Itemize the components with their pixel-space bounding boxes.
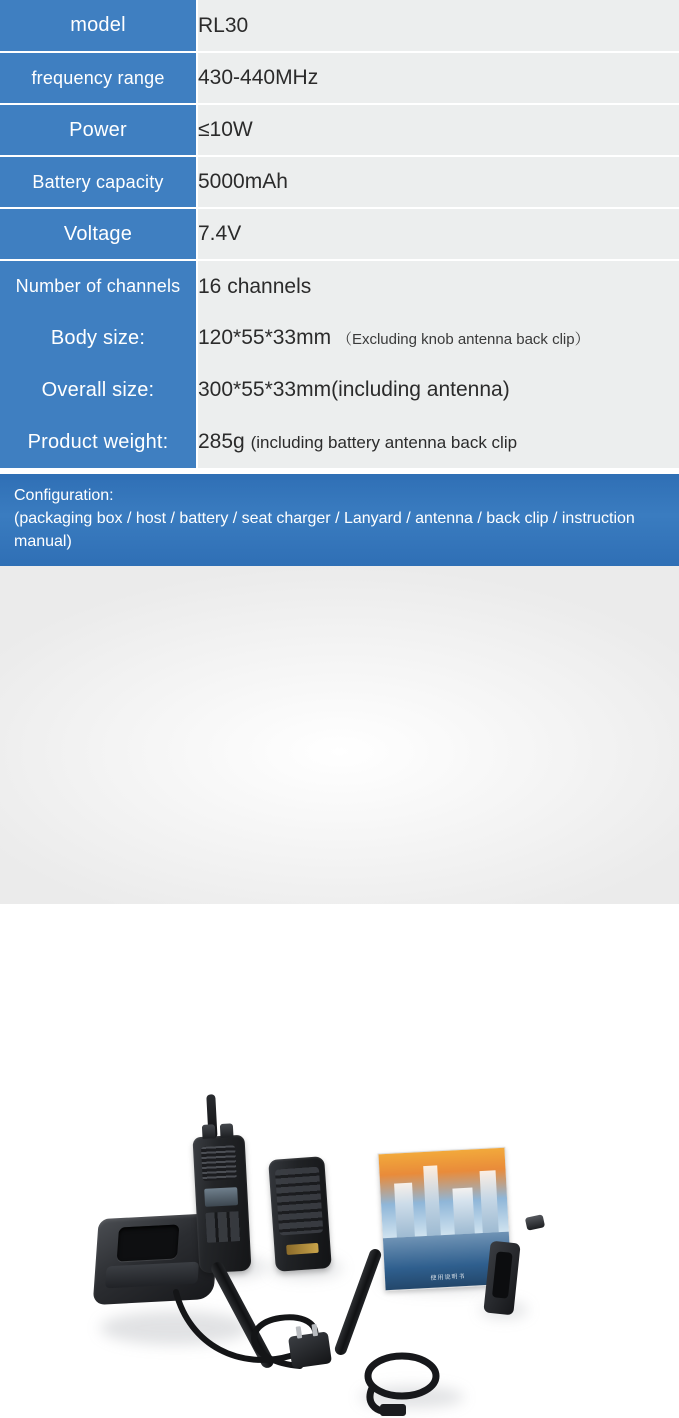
spec-label-body-size: Body size: (0, 312, 197, 364)
charger-power-cable (170, 1286, 380, 1376)
table-row (0, 0, 679, 52)
spec-value-frequency-range-text: 430-440MHz (198, 66, 319, 89)
spec-note-body-size: （Excluding knob antenna back clip） (336, 331, 590, 348)
spec-value-overall-size (197, 364, 679, 416)
lanyard (356, 1346, 464, 1418)
screw-part (525, 1214, 545, 1230)
spec-note-product-weight: (including battery antenna back clip (250, 433, 518, 452)
spec-value-body-size (197, 312, 679, 364)
spec-label-power: Power (0, 104, 197, 156)
spec-value-product-weight-text: 285g (198, 430, 245, 453)
configuration-title: Configuration: (14, 487, 114, 504)
manual-building (394, 1183, 415, 1238)
configuration-banner (0, 474, 679, 566)
table-row (0, 364, 679, 416)
spec-value-battery-capacity (197, 156, 679, 208)
table-row (0, 260, 679, 312)
spec-value-battery-capacity-text: 5000mAh (198, 170, 288, 193)
manual-caption: 使用说明书 (430, 1273, 466, 1282)
spec-value-number-of-channels (197, 260, 679, 312)
spec-value-frequency-range (197, 52, 679, 104)
spec-value-body-size-text: 120*55*33mm (198, 326, 332, 349)
charger-front-lip (105, 1261, 199, 1288)
radio-speaker-grille (201, 1145, 237, 1181)
spec-value-voltage (197, 208, 679, 260)
configuration-list: (packaging box / host / battery / seat charger / Lanyard / antenna / back clip / instruction manual) (14, 510, 635, 551)
spec-value-overall-size-text: 300*55*33mm(including antenna) (198, 378, 510, 401)
spec-label-number-of-channels: Number of channels (0, 260, 197, 312)
radio-display-screen (204, 1187, 238, 1207)
table-row (0, 104, 679, 156)
spec-label-overall-size: Overall size: (0, 364, 197, 416)
spec-label-voltage: Voltage (0, 208, 197, 260)
spec-table-body (0, 0, 679, 468)
table-row (0, 312, 679, 364)
handheld-radio-front (192, 1134, 251, 1273)
battery-pack (268, 1156, 332, 1272)
spec-value-model (197, 0, 679, 52)
radio-keypad (205, 1211, 241, 1243)
charger-slot (117, 1224, 180, 1261)
photo-background (0, 566, 679, 904)
battery-contacts (286, 1242, 319, 1254)
manual-building (452, 1187, 474, 1234)
spec-label-model: model (0, 0, 197, 52)
manual-building (480, 1170, 499, 1233)
spec-value-power-text: ≤10W (198, 118, 253, 141)
power-plug (288, 1331, 332, 1368)
product-accessories-photo (0, 566, 679, 1282)
table-row (0, 416, 679, 468)
radio-knob-channel (202, 1124, 216, 1139)
battery-ribs (275, 1166, 323, 1235)
spec-value-product-weight (197, 416, 679, 468)
spec-label-frequency-range: frequency range (0, 52, 197, 104)
spec-value-power (197, 104, 679, 156)
spec-value-voltage-text: 7.4V (198, 222, 242, 245)
table-row (0, 208, 679, 260)
spec-value-model-text: RL30 (198, 13, 249, 37)
specification-table (0, 0, 679, 468)
table-row (0, 52, 679, 104)
spec-label-battery-capacity: Battery capacity (0, 156, 197, 208)
table-row (0, 156, 679, 208)
radio-knob-volume (220, 1123, 234, 1138)
spec-value-number-of-channels-text: 16 channels (198, 274, 312, 298)
spec-label-product-weight: Product weight: (0, 416, 197, 468)
